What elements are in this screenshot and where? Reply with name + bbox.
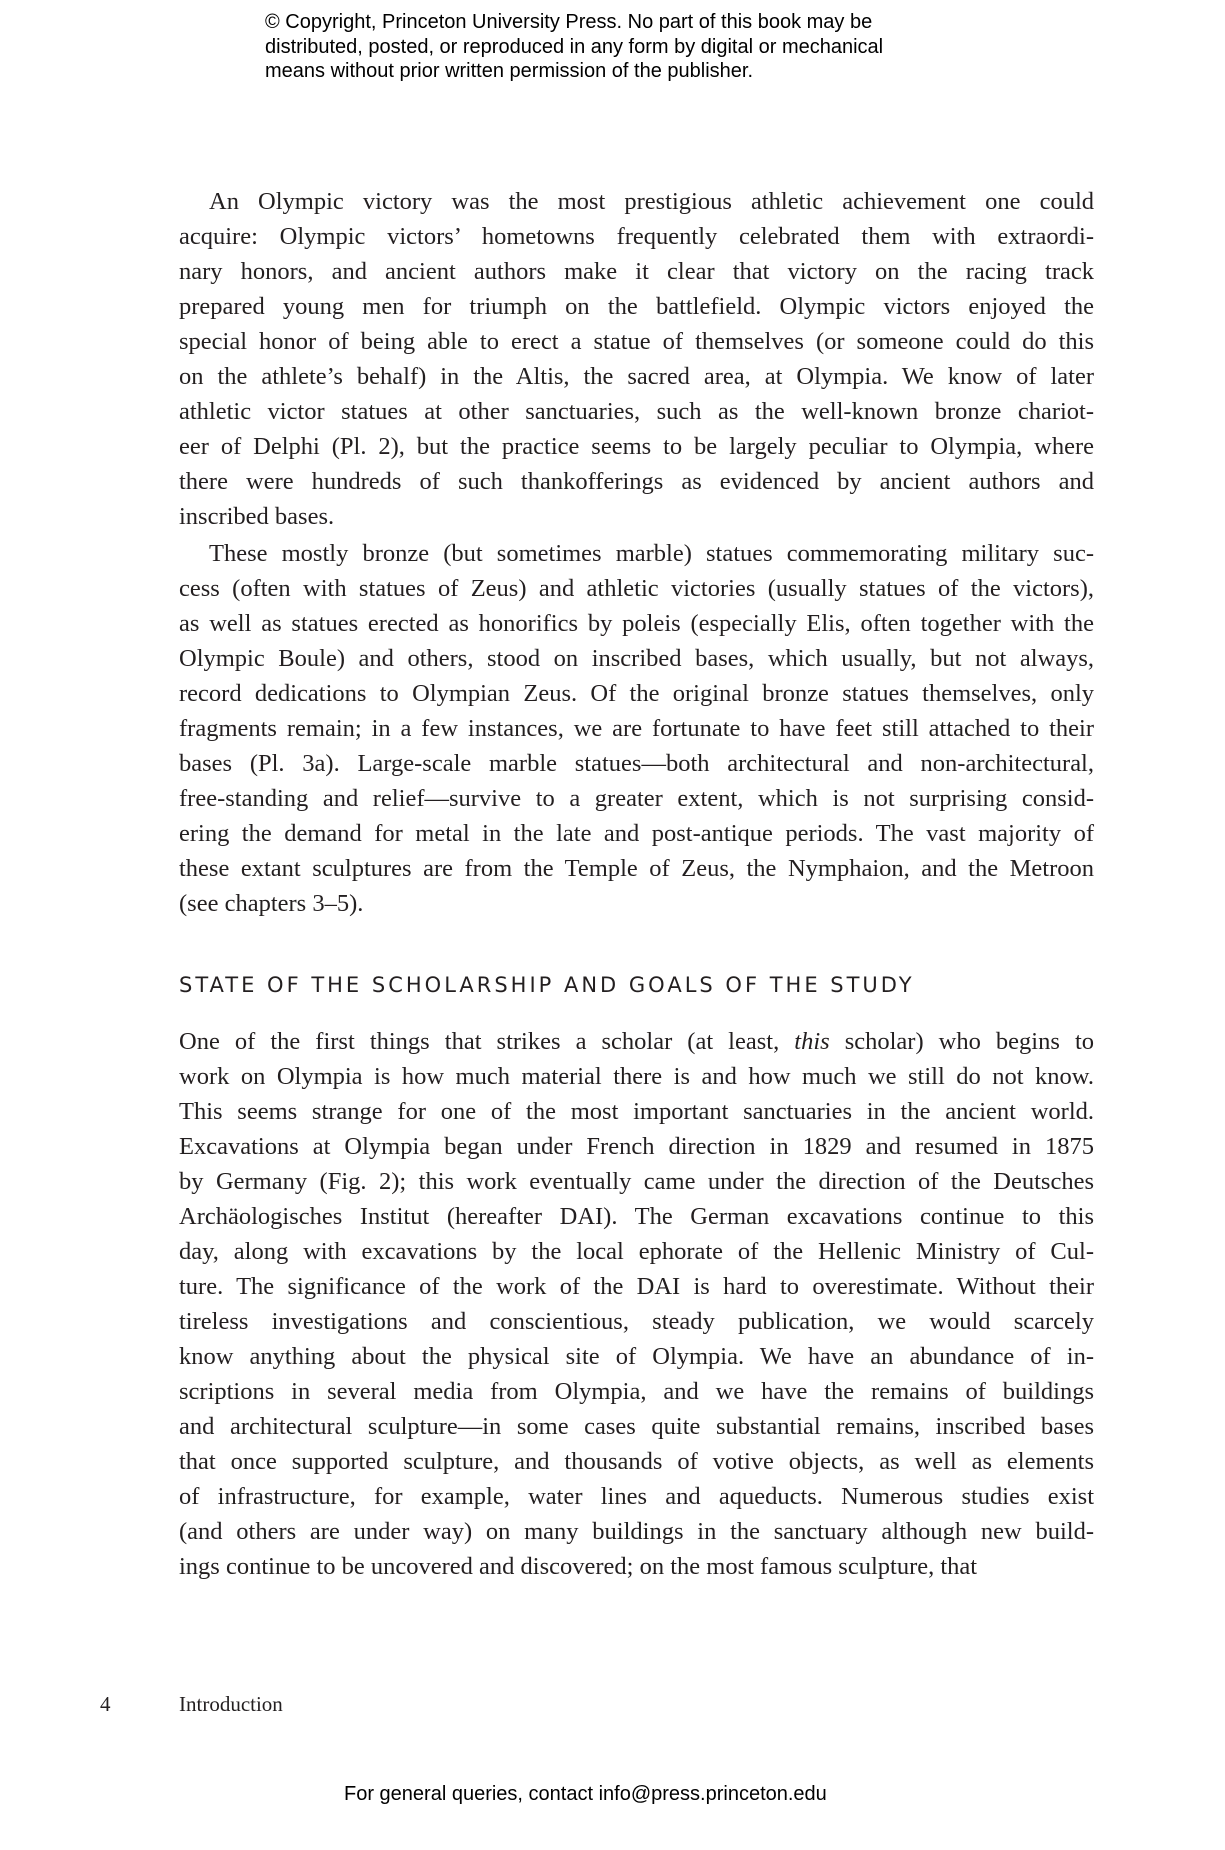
text-line: that once supported sculpture, and thousands of votive objects, as well as elements bbox=[179, 1448, 1094, 1475]
text-line: ings continue to be uncovered and discovered; on the most famous sculpture, that bbox=[179, 1553, 978, 1580]
text-line: know anything about the physical site of Olympia. We have an abundance of in- bbox=[179, 1343, 1094, 1370]
paragraph-1 bbox=[179, 184, 1094, 534]
text-line: This seems strange for one of the most important sanctuaries in the ancient world. bbox=[179, 1098, 1094, 1125]
paragraph-3 bbox=[179, 1024, 1094, 1584]
text-line: (and others are under way) on many buildings in the sanctuary although new build- bbox=[179, 1518, 1094, 1545]
text-line: athletic victor statues at other sanctuaries, such as the well-known bronze chariot- bbox=[179, 398, 1094, 425]
text-line: special honor of being able to erect a statue of themselves (or someone could do this bbox=[179, 328, 1094, 355]
text-line: One of the first things that strikes a scholar (at least, this scholar) who begins to bbox=[179, 1028, 1094, 1055]
section-heading: STATE OF THE SCHOLARSHIP AND GOALS OF THE STUDY bbox=[179, 973, 915, 997]
text-line: work on Olympia is how much material there is and how much we still do not know. bbox=[179, 1063, 1094, 1090]
text-line: and architectural sculpture—in some cases quite substantial remains, inscribed bases bbox=[179, 1413, 1094, 1440]
text-line: fragments remain; in a few instances, we are fortunate to have feet still attached to their bbox=[179, 715, 1094, 742]
paragraph-2 bbox=[179, 536, 1094, 921]
text-line: there were hundreds of such thankofferings as evidenced by ancient authors and bbox=[179, 468, 1094, 495]
text-line: record dedications to Olympian Zeus. Of the original bronze statues themselves, only bbox=[179, 680, 1094, 707]
text-line: These mostly bronze (but sometimes marble) statues commemorating military suc- bbox=[209, 540, 1094, 567]
text-line: day, along with excavations by the local ephorate of the Hellenic Ministry of Cul- bbox=[179, 1238, 1094, 1265]
text-line: An Olympic victory was the most prestigious athletic achievement one could bbox=[209, 188, 1094, 215]
text-line: free-standing and relief—survive to a greater extent, which is not surprising consid- bbox=[179, 785, 1094, 812]
copyright-line: means without prior written permission of the publisher. bbox=[265, 60, 754, 82]
text-line: ering the demand for metal in the late and post-antique periods. The vast majority of bbox=[179, 820, 1094, 847]
contact-notice: For general queries, contact info@press.princeton.edu bbox=[344, 1783, 827, 1805]
text-line: prepared young men for triumph on the battlefield. Olympic victors enjoyed the bbox=[179, 293, 1094, 320]
text-line: scriptions in several media from Olympia, and we have the remains of buildings bbox=[179, 1378, 1094, 1405]
text-line: inscribed bases. bbox=[179, 503, 335, 530]
text-line: of infrastructure, for example, water lines and aqueducts. Numerous studies exist bbox=[179, 1483, 1094, 1510]
text-line: eer of Delphi (Pl. 2), but the practice seems to be largely peculiar to Olympia, where bbox=[179, 433, 1094, 460]
text-line: (see chapters 3–5). bbox=[179, 890, 364, 917]
page-number: 4 bbox=[100, 1692, 111, 1716]
text-line: bases (Pl. 3a). Large-scale marble statues—both architectural and non-architectural, bbox=[179, 750, 1094, 777]
text-line: by Germany (Fig. 2); this work eventually came under the direction of the Deutsches bbox=[179, 1168, 1094, 1195]
text-line: cess (often with statues of Zeus) and athletic victories (usually statues of the victors), bbox=[179, 575, 1094, 602]
text-line: Olympic Boule) and others, stood on inscribed bases, which usually, but not always, bbox=[179, 645, 1094, 672]
text-line: nary honors, and ancient authors make it clear that victory on the racing track bbox=[179, 258, 1094, 285]
copyright-line: © Copyright, Princeton University Press. No part of this book may be bbox=[265, 11, 873, 33]
text-line: as well as statues erected as honorifics by poleis (especially Elis, often together with the bbox=[179, 610, 1094, 637]
text-line: Archäologisches Institut (hereafter DAI). The German excavations continue to this bbox=[179, 1203, 1094, 1230]
copyright-line: distributed, posted, or reproduced in any form by digital or mechanical bbox=[265, 35, 884, 58]
text-line: on the athlete’s behalf) in the Altis, the sacred area, at Olympia. We know of later bbox=[179, 363, 1094, 390]
text-line: tireless investigations and conscientious, steady publication, we would scarcely bbox=[179, 1308, 1094, 1335]
text-line: Excavations at Olympia began under French direction in 1829 and resumed in 1875 bbox=[179, 1133, 1094, 1160]
text-line: ture. The significance of the work of the DAI is hard to overestimate. Without their bbox=[179, 1273, 1094, 1300]
running-head: Introduction bbox=[179, 1692, 283, 1716]
text-line: these extant sculptures are from the Temple of Zeus, the Nymphaion, and the Metroon bbox=[179, 855, 1094, 882]
copyright-notice bbox=[265, 10, 883, 84]
text-line: acquire: Olympic victors’ hometowns frequently celebrated them with extraordi- bbox=[179, 223, 1094, 250]
